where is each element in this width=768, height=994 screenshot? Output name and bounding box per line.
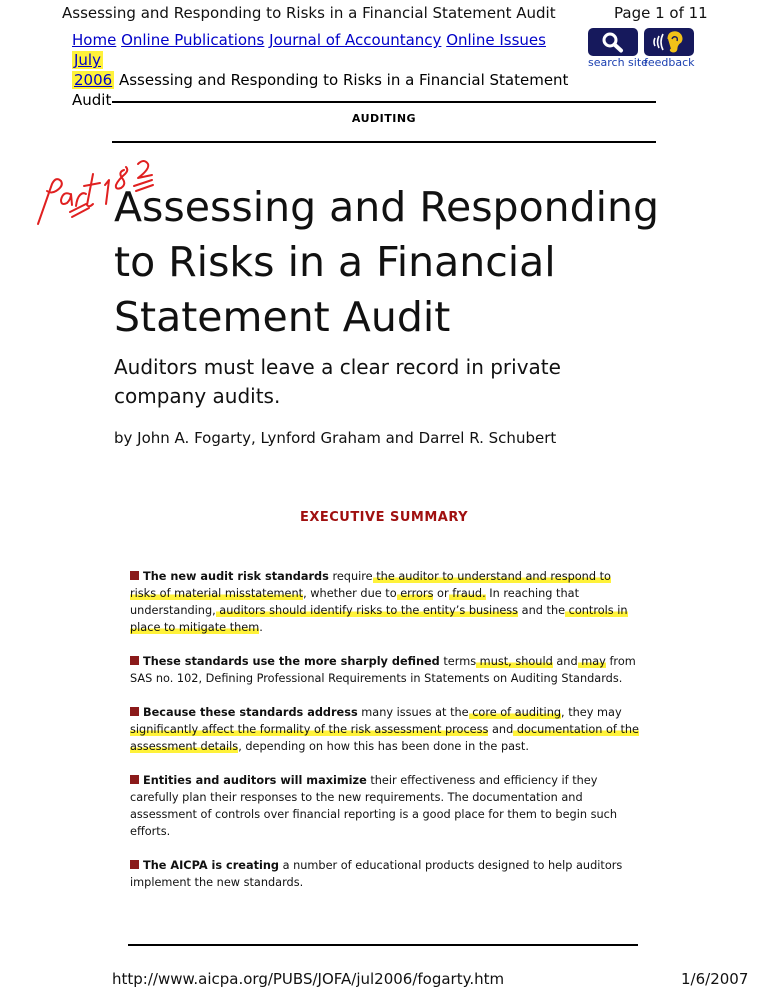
summary-text: many issues at the <box>357 706 469 719</box>
summary-item-lead: The AICPA is creating <box>143 859 279 872</box>
breadcrumb-current: Assessing and Responding to Risks in a Financial Statement Audit <box>72 71 569 109</box>
breadcrumb-journal-link[interactable]: Journal of Accountancy <box>269 31 442 49</box>
article-subtitle: Auditors must leave a clear record in private company audits. <box>114 355 561 408</box>
square-bullet-icon <box>130 860 139 869</box>
summary-item <box>130 568 640 636</box>
summary-text: or <box>433 587 449 600</box>
summary-item-lead: These standards use the more sharply defined <box>143 655 440 668</box>
breadcrumb-issue-year-link[interactable]: 2006 <box>74 71 113 89</box>
summary-text: In reaching that understanding, <box>130 587 580 617</box>
summary-text: from SAS no. 102, Defining Professional Requirements in Statements on Auditing Standards. <box>130 655 636 685</box>
highlighted-text: fraud. <box>448 587 486 600</box>
summary-text: , depending on how this has been done in the past. <box>238 740 529 753</box>
square-bullet-icon <box>130 571 139 580</box>
summary-text: their effectiveness and efficiency if they carefully plan their responses to the new requirements. The documentation and assessment of controls over financial reporting is a good place for them to begin such efforts. <box>130 774 618 838</box>
print-header-title: Assessing and Responding to Risks in a Financial Statement Audit <box>62 4 556 22</box>
square-bullet-icon <box>130 775 139 784</box>
print-page-number: Page 1 of 11 <box>614 4 708 22</box>
summary-item-lead: Because these standards address <box>143 706 358 719</box>
highlighted-text: may <box>577 655 606 668</box>
summary-item <box>130 704 640 755</box>
highlighted-text: must, should <box>476 655 553 668</box>
summary-text: , they may <box>561 706 622 719</box>
breadcrumb-issue-month-link[interactable]: July <box>74 51 101 69</box>
highlighted-text: auditors should identify risks to the entity’s business <box>215 604 519 617</box>
ear-icon[interactable] <box>644 28 694 56</box>
section-label: AUDITING <box>351 112 417 125</box>
highlighted-text: documentation of the assessment details <box>130 723 640 753</box>
summary-text: terms <box>439 655 477 668</box>
summary-item <box>130 772 640 840</box>
article-title: Assessing and Responding to Risks in a Financial Statement Audit <box>114 183 660 341</box>
feedback-label[interactable]: feedback <box>644 56 695 69</box>
section-top-rule <box>112 101 656 103</box>
summary-text: and <box>488 723 514 736</box>
executive-summary-list <box>130 568 640 908</box>
summary-text: . <box>259 621 263 634</box>
feedback-tool[interactable] <box>644 28 694 69</box>
highlighted-text: core of auditing <box>468 706 562 719</box>
search-site-tool[interactable] <box>588 28 648 69</box>
summary-item <box>130 653 640 687</box>
summary-item-lead: The new audit risk standards <box>143 570 329 583</box>
summary-text: and the <box>518 604 566 617</box>
breadcrumb-home-link[interactable]: Home <box>72 31 117 49</box>
breadcrumb-publications-link[interactable]: Online Publications <box>121 31 265 49</box>
highlighted-text: controls in place to mitigate them <box>130 604 628 634</box>
breadcrumb <box>72 30 572 110</box>
summary-text: and <box>552 655 578 668</box>
breadcrumb-issues-link[interactable]: Online Issues <box>446 31 546 49</box>
summary-text: a number of educational products designed to help auditors implement the new standards. <box>130 859 623 889</box>
highlighted-text: significantly affect the formality of the risk assessment process <box>130 723 489 736</box>
executive-summary-heading: EXECUTIVE SUMMARY <box>299 510 469 525</box>
square-bullet-icon <box>130 707 139 716</box>
print-footer-url: http://www.aicpa.org/PUBS/JOFA/jul2006/fogarty.htm <box>112 970 505 988</box>
search-site-label[interactable]: search site <box>588 56 648 69</box>
summary-text: require <box>328 570 373 583</box>
summary-item-lead: Entities and auditors will maximize <box>143 774 367 787</box>
summary-bottom-rule <box>128 944 638 946</box>
magnifier-icon[interactable] <box>588 28 638 56</box>
print-footer-date: 1/6/2007 <box>681 970 749 988</box>
highlighted-text: errors <box>396 587 434 600</box>
summary-text: , whether due to <box>303 587 397 600</box>
square-bullet-icon <box>130 656 139 665</box>
summary-item <box>130 857 640 891</box>
article-byline: by John A. Fogarty, Lynford Graham and Darrel R. Schubert <box>114 429 557 447</box>
section-bottom-rule <box>112 141 656 143</box>
highlighted-text: the auditor to understand and respond to risks of material misstatement <box>130 570 611 600</box>
